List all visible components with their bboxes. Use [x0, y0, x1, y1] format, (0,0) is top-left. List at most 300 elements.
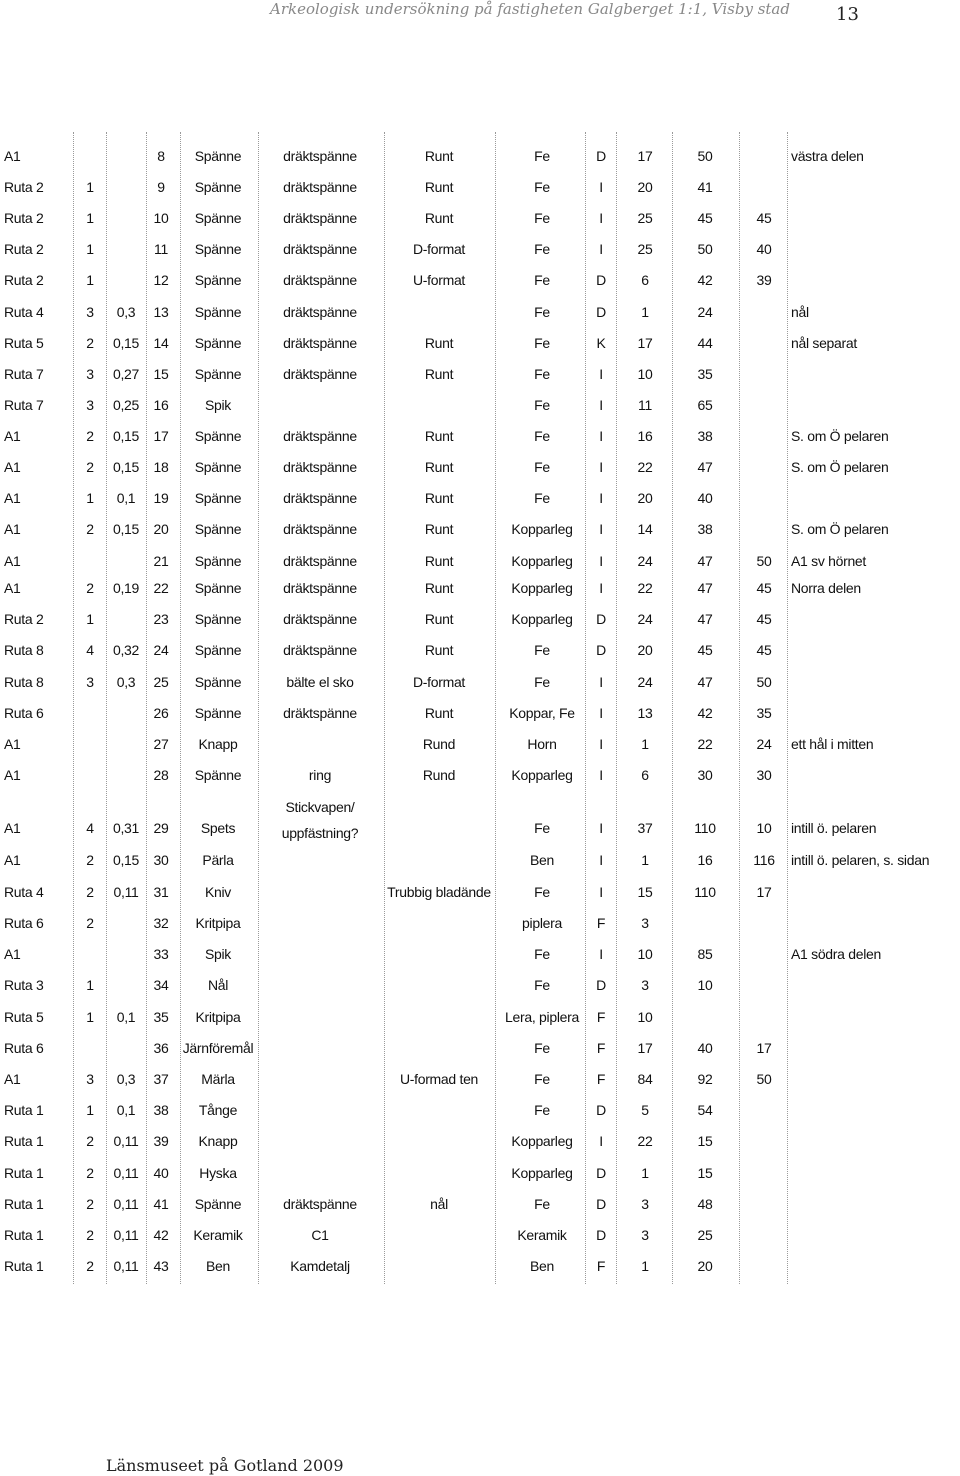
cell-condition: I: [599, 580, 603, 596]
cell-object: Spänne: [194, 210, 242, 226]
cell-shape: U-format: [412, 272, 466, 288]
cell-find-number: 36: [153, 1040, 169, 1056]
cell-find-number: 25: [153, 674, 169, 690]
cell-shape: Runt: [424, 179, 454, 195]
cell-object: Spänne: [194, 428, 242, 444]
cell-location: A1: [4, 736, 21, 752]
cell-find-number: 30: [153, 852, 169, 868]
cell-material: Kopparleg: [511, 611, 573, 627]
cell-value-b: 92: [697, 1071, 713, 1087]
cell-type: dräktspänne: [283, 148, 357, 164]
cell-value-a: 22: [637, 1133, 653, 1149]
cell-comment: A1 södra delen: [791, 946, 881, 962]
cell-material: Fe: [534, 272, 550, 288]
cell-value-c: 24: [756, 736, 772, 752]
cell-condition: I: [599, 767, 603, 783]
cell-shape: Runt: [424, 490, 454, 506]
cell-material: Fe: [534, 674, 550, 690]
cell-shape: Runt: [424, 335, 454, 351]
cell-value-b: 10: [697, 977, 713, 993]
cell-type: dräktspänne: [283, 241, 357, 257]
cell-type: Stickvapen/ uppfästning?: [281, 799, 359, 841]
cell-value-b: 65: [697, 397, 713, 413]
cell-find-number: 33: [153, 946, 169, 962]
cell-location: A1: [4, 767, 21, 783]
cell-value-a: 3: [641, 1227, 649, 1243]
cell-object: Spik: [204, 397, 232, 413]
cell-material: Fe: [534, 946, 550, 962]
cell-value-a: 14: [637, 521, 653, 537]
cell-layer: 1: [86, 490, 94, 506]
cell-condition: D: [596, 611, 606, 627]
cell-type: Kamdetalj: [290, 1258, 350, 1274]
cell-layer: 3: [86, 674, 94, 690]
page-header-title: Arkeologisk undersökning på fastigheten Galgberget 1:1, Visby stad: [270, 0, 790, 18]
cell-shape: Runt: [424, 611, 454, 627]
cell-type: dräktspänne: [283, 335, 357, 351]
cell-location: Ruta 4: [4, 304, 44, 320]
cell-location: Ruta 5: [4, 335, 44, 351]
cell-object: Spänne: [194, 490, 242, 506]
cell-material: Fe: [534, 1071, 550, 1087]
cell-condition: F: [596, 1009, 606, 1025]
cell-value-b: 42: [697, 272, 713, 288]
cell-material: Lera, piplera: [505, 1009, 579, 1025]
cell-comment: S. om Ö pelaren: [791, 459, 889, 475]
cell-value-b: 40: [697, 1040, 713, 1056]
cell-object: Nål: [207, 977, 229, 993]
cell-material: Fe: [534, 1040, 550, 1056]
cell-shape: Runt: [424, 148, 454, 164]
cell-value-b: 25: [697, 1227, 713, 1243]
cell-find-number: 31: [153, 884, 169, 900]
cell-comment: nål separat: [791, 335, 857, 351]
cell-material: Koppar, Fe: [509, 705, 575, 721]
cell-value-b: 44: [697, 335, 713, 351]
cell-material: Fe: [534, 884, 550, 900]
cell-depth: 0,19: [112, 580, 140, 596]
cell-value-c: 45: [756, 611, 772, 627]
cell-layer: 2: [86, 428, 94, 444]
cell-comment: S. om Ö pelaren: [791, 521, 889, 537]
cell-location: Ruta 1: [4, 1165, 44, 1181]
cell-material: Fe: [534, 366, 550, 382]
cell-value-c: 50: [756, 553, 772, 569]
cell-depth: 0,15: [112, 459, 140, 475]
cell-value-a: 20: [637, 179, 653, 195]
cell-value-a: 3: [641, 977, 649, 993]
cell-type: dräktspänne: [283, 580, 357, 596]
cell-object: Spänne: [194, 179, 242, 195]
cell-layer: 3: [86, 366, 94, 382]
cell-value-a: 37: [637, 820, 653, 836]
column-divider: [672, 132, 673, 1284]
cell-type: dräktspänne: [283, 272, 357, 288]
cell-find-number: 39: [153, 1133, 169, 1149]
cell-value-a: 13: [637, 705, 653, 721]
cell-shape: Runt: [424, 521, 454, 537]
cell-condition: D: [596, 1196, 606, 1212]
column-divider: [739, 132, 740, 1284]
cell-depth: 0,11: [113, 884, 139, 900]
cell-value-a: 10: [637, 1009, 653, 1025]
cell-location: Ruta 7: [4, 397, 44, 413]
cell-find-number: 24: [153, 642, 169, 658]
cell-location: A1: [4, 428, 21, 444]
cell-depth: 0,1: [116, 490, 136, 506]
cell-condition: I: [599, 674, 603, 690]
cell-shape: Runt: [424, 580, 454, 596]
cell-layer: 2: [86, 1227, 94, 1243]
cell-location: Ruta 2: [4, 210, 44, 226]
cell-condition: F: [596, 915, 606, 931]
cell-value-b: 50: [697, 241, 713, 257]
cell-condition: I: [599, 241, 603, 257]
cell-layer: 4: [86, 820, 94, 836]
cell-location: A1: [4, 852, 21, 868]
cell-layer: 3: [86, 1071, 94, 1087]
cell-condition: I: [599, 705, 603, 721]
cell-condition: F: [596, 1258, 606, 1274]
cell-object: Spänne: [194, 148, 242, 164]
cell-condition: I: [599, 397, 603, 413]
cell-type: ring: [308, 767, 332, 783]
cell-object: Knapp: [198, 736, 238, 752]
cell-depth: 0,15: [112, 521, 140, 537]
cell-comment: S. om Ö pelaren: [791, 428, 889, 444]
cell-material: Kopparleg: [511, 553, 573, 569]
cell-value-b: 41: [697, 179, 713, 195]
cell-depth: 0,1: [116, 1102, 136, 1118]
cell-value-a: 1: [641, 304, 649, 320]
cell-type: bälte el sko: [286, 674, 354, 690]
cell-value-a: 22: [637, 459, 653, 475]
cell-find-number: 34: [153, 977, 169, 993]
cell-value-b: 110: [694, 820, 716, 836]
cell-object: Kniv: [204, 884, 232, 900]
cell-value-b: 38: [697, 428, 713, 444]
cell-comment: ett hål i mitten: [791, 736, 874, 752]
cell-value-b: 47: [697, 553, 713, 569]
cell-condition: D: [596, 1227, 606, 1243]
cell-value-a: 17: [637, 148, 653, 164]
cell-value-b: 15: [697, 1133, 713, 1149]
cell-condition: D: [596, 272, 606, 288]
cell-type: dräktspänne: [283, 179, 357, 195]
cell-material: Kopparleg: [511, 521, 573, 537]
cell-material: Fe: [534, 1196, 550, 1212]
cell-value-b: 42: [697, 705, 713, 721]
cell-value-b: 54: [697, 1102, 713, 1118]
cell-value-a: 84: [637, 1071, 653, 1087]
cell-object: Spänne: [194, 580, 242, 596]
cell-depth: 0,15: [112, 335, 140, 351]
cell-find-number: 28: [153, 767, 169, 783]
cell-value-b: 47: [697, 580, 713, 596]
cell-location: Ruta 1: [4, 1196, 44, 1212]
cell-depth: 0,3: [116, 304, 136, 320]
cell-find-number: 19: [153, 490, 169, 506]
cell-find-number: 42: [153, 1227, 169, 1243]
cell-value-c: 45: [756, 642, 772, 658]
cell-value-a: 5: [641, 1102, 649, 1118]
cell-value-a: 22: [637, 580, 653, 596]
cell-material: Fe: [534, 241, 550, 257]
cell-find-number: 40: [153, 1165, 169, 1181]
cell-condition: D: [596, 304, 606, 320]
cell-layer: 2: [86, 1196, 94, 1212]
cell-layer: 2: [86, 580, 94, 596]
cell-material: Fe: [534, 642, 550, 658]
cell-type: dräktspänne: [283, 705, 357, 721]
cell-shape: D-format: [412, 241, 466, 257]
cell-location: A1: [4, 946, 21, 962]
cell-value-b: 48: [697, 1196, 713, 1212]
cell-depth: 0,11: [113, 1133, 139, 1149]
cell-value-b: 24: [697, 304, 713, 320]
cell-value-c: 45: [756, 210, 772, 226]
cell-shape: Trubbig bladände: [387, 884, 491, 900]
cell-type: dräktspänne: [283, 490, 357, 506]
cell-material: Ben: [529, 852, 555, 868]
cell-find-number: 10: [153, 210, 169, 226]
cell-location: Ruta 2: [4, 272, 44, 288]
cell-find-number: 38: [153, 1102, 169, 1118]
cell-condition: I: [599, 366, 603, 382]
cell-value-c: 17: [756, 884, 772, 900]
cell-location: Ruta 2: [4, 611, 44, 627]
cell-type: dräktspänne: [283, 553, 357, 569]
cell-type: dräktspänne: [283, 304, 357, 320]
cell-layer: 1: [86, 241, 94, 257]
cell-layer: 2: [86, 1258, 94, 1274]
cell-value-b: 45: [697, 642, 713, 658]
cell-depth: 0,27: [112, 366, 140, 382]
cell-find-number: 18: [153, 459, 169, 475]
cell-value-c: 50: [756, 674, 772, 690]
cell-depth: 0,31: [112, 820, 140, 836]
cell-material: Fe: [534, 490, 550, 506]
cell-material: Fe: [534, 1102, 550, 1118]
cell-location: Ruta 6: [4, 705, 44, 721]
cell-value-b: 15: [697, 1165, 713, 1181]
cell-layer: 2: [86, 852, 94, 868]
cell-value-b: 20: [697, 1258, 713, 1274]
cell-type: dräktspänne: [283, 521, 357, 537]
cell-find-number: 9: [157, 179, 165, 195]
cell-object: Spänne: [194, 304, 242, 320]
cell-material: Fe: [534, 148, 550, 164]
cell-shape: Runt: [424, 459, 454, 475]
cell-value-a: 11: [638, 397, 652, 413]
cell-material: Fe: [534, 304, 550, 320]
cell-condition: D: [596, 1102, 606, 1118]
cell-layer: 2: [86, 1133, 94, 1149]
cell-object: Spänne: [194, 611, 242, 627]
column-divider: [787, 132, 788, 1284]
cell-material: Kopparleg: [511, 767, 573, 783]
cell-shape: Rund: [422, 767, 456, 783]
cell-condition: D: [596, 977, 606, 993]
cell-object: Ben: [205, 1258, 231, 1274]
cell-type: dräktspänne: [283, 210, 357, 226]
cell-layer: 1: [86, 179, 94, 195]
cell-object: Spänne: [194, 241, 242, 257]
cell-shape: Runt: [424, 428, 454, 444]
cell-location: Ruta 8: [4, 642, 44, 658]
cell-value-a: 17: [637, 1040, 653, 1056]
cell-layer: 1: [86, 272, 94, 288]
cell-condition: I: [599, 884, 603, 900]
cell-value-c: 30: [756, 767, 772, 783]
cell-material: Fe: [534, 820, 550, 836]
cell-type: dräktspänne: [283, 459, 357, 475]
cell-depth: 0,25: [112, 397, 140, 413]
cell-location: Ruta 4: [4, 884, 44, 900]
cell-type: dräktspänne: [283, 428, 357, 444]
cell-condition: I: [599, 490, 603, 506]
cell-object: Märla: [201, 1071, 235, 1087]
cell-value-a: 24: [637, 674, 653, 690]
cell-object: Kritpipa: [195, 915, 241, 931]
cell-value-c: 39: [756, 272, 772, 288]
cell-type: dräktspänne: [283, 611, 357, 627]
cell-value-b: 22: [697, 736, 713, 752]
cell-layer: 3: [86, 304, 94, 320]
cell-find-number: 13: [153, 304, 169, 320]
cell-type: dräktspänne: [283, 366, 357, 382]
cell-object: Spänne: [194, 366, 242, 382]
cell-value-a: 10: [637, 366, 653, 382]
cell-value-a: 1: [641, 736, 649, 752]
cell-layer: 2: [86, 884, 94, 900]
cell-condition: F: [596, 1071, 606, 1087]
cell-comment: intill ö. pelaren, s. sidan: [791, 852, 930, 868]
cell-shape: D-format: [412, 674, 466, 690]
cell-find-number: 32: [153, 915, 169, 931]
cell-value-b: 47: [697, 674, 713, 690]
cell-find-number: 8: [157, 148, 165, 164]
cell-layer: 2: [86, 915, 94, 931]
cell-find-number: 16: [153, 397, 169, 413]
cell-value-a: 1: [641, 1258, 649, 1274]
cell-find-number: 29: [153, 820, 169, 836]
cell-object: Spik: [204, 946, 232, 962]
cell-value-c: 50: [756, 1071, 772, 1087]
cell-location: Ruta 1: [4, 1227, 44, 1243]
cell-comment: nål: [791, 304, 809, 320]
cell-depth: 0,11: [113, 1196, 139, 1212]
cell-value-b: 47: [697, 611, 713, 627]
cell-location: Ruta 1: [4, 1258, 44, 1274]
cell-depth: 0,15: [112, 852, 140, 868]
cell-object: Kritpipa: [195, 1009, 241, 1025]
cell-location: A1: [4, 490, 21, 506]
cell-value-b: 50: [697, 148, 713, 164]
cell-find-number: 12: [153, 272, 169, 288]
cell-condition: I: [599, 428, 603, 444]
cell-find-number: 17: [153, 428, 169, 444]
column-divider: [495, 132, 496, 1284]
cell-condition: D: [596, 148, 606, 164]
cell-object: Spänne: [194, 553, 242, 569]
cell-material: Fe: [534, 210, 550, 226]
cell-find-number: 21: [153, 553, 169, 569]
column-divider: [73, 132, 74, 1284]
cell-condition: I: [599, 210, 603, 226]
cell-object: Spänne: [194, 674, 242, 690]
cell-location: Ruta 5: [4, 1009, 44, 1025]
cell-value-b: 16: [697, 852, 713, 868]
cell-shape: Runt: [424, 210, 454, 226]
cell-value-a: 16: [637, 428, 653, 444]
cell-condition: D: [596, 1165, 606, 1181]
cell-comment: A1 sv hörnet: [791, 553, 866, 569]
cell-shape: U-formad ten: [399, 1071, 479, 1087]
cell-material: Fe: [534, 459, 550, 475]
cell-value-a: 24: [637, 611, 653, 627]
cell-object: Spänne: [194, 1196, 242, 1212]
cell-find-number: 15: [153, 366, 169, 382]
cell-object: Spänne: [194, 335, 242, 351]
cell-location: Ruta 2: [4, 241, 44, 257]
page-footer: Länsmuseet på Gotland 2009: [106, 1456, 344, 1475]
cell-condition: I: [599, 736, 603, 752]
cell-comment: Norra delen: [791, 580, 861, 596]
cell-find-number: 41: [153, 1196, 169, 1212]
cell-value-b: 38: [697, 521, 713, 537]
cell-location: Ruta 3: [4, 977, 44, 993]
cell-value-b: 35: [697, 366, 713, 382]
cell-condition: I: [599, 820, 603, 836]
cell-layer: 4: [86, 642, 94, 658]
cell-find-number: 11: [154, 241, 168, 257]
cell-value-a: 1: [641, 852, 649, 868]
cell-value-a: 3: [641, 1196, 649, 1212]
cell-type: dräktspänne: [283, 1196, 357, 1212]
cell-find-number: 22: [153, 580, 169, 596]
cell-layer: 2: [86, 521, 94, 537]
cell-layer: 2: [86, 1165, 94, 1181]
cell-layer: 1: [86, 1009, 94, 1025]
cell-object: Spänne: [194, 272, 242, 288]
cell-value-c: 45: [756, 580, 772, 596]
cell-object: Knapp: [198, 1133, 238, 1149]
cell-location: A1: [4, 580, 21, 596]
cell-value-b: 47: [697, 459, 713, 475]
cell-find-number: 37: [153, 1071, 169, 1087]
cell-layer: 2: [86, 459, 94, 475]
cell-location: A1: [4, 553, 21, 569]
cell-layer: 1: [86, 1102, 94, 1118]
cell-material: Horn: [527, 736, 557, 752]
cell-location: Ruta 1: [4, 1133, 44, 1149]
cell-comment: västra delen: [791, 148, 864, 164]
cell-value-b: 30: [697, 767, 713, 783]
cell-location: A1: [4, 521, 21, 537]
cell-depth: 0,3: [116, 674, 136, 690]
cell-location: Ruta 6: [4, 915, 44, 931]
cell-value-c: 17: [756, 1040, 772, 1056]
cell-condition: K: [596, 335, 606, 351]
column-divider: [146, 132, 147, 1284]
cell-location: A1: [4, 1071, 21, 1087]
cell-object: Tånge: [198, 1102, 238, 1118]
cell-object: Spänne: [194, 642, 242, 658]
cell-value-a: 24: [637, 553, 653, 569]
cell-value-c: 10: [756, 820, 772, 836]
cell-comment: intill ö. pelaren: [791, 820, 877, 836]
